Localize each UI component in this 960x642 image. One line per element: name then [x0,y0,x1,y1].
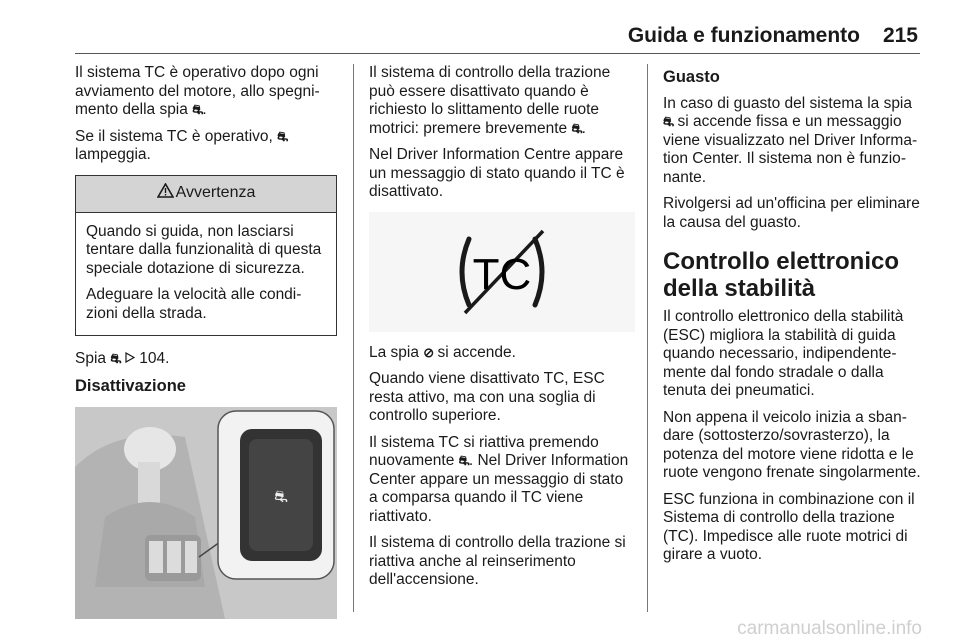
tc-icon: ⛐ [277,128,288,144]
paragraph: ESC funziona in combinazione con il Sistema di controllo della trazione (TC). Impedisce alle ruote motrici di girare a vuoto. [663,490,915,563]
warning-body [76,213,336,336]
paragraph-text: Se il sistema TC è operativo, [75,127,273,145]
running-header-title: Guida e funzionamento [627,24,860,47]
tc-off-illustration [369,212,635,332]
column-2 [369,64,635,598]
tc-icon: ⛐ [663,114,674,129]
center-console-illustration [75,407,337,619]
column-divider-1 [353,64,354,612]
paragraph-text: si accende fissa e un messaggio viene visualizzato nel Driver Information Center. Il sistema non è funzionante. [663,113,918,186]
punctuation: . [202,101,207,118]
paragraph [369,64,635,138]
warning-title: Avvertenza [175,184,256,202]
paragraph-text: Il sistema TC si riattiva premendo nuovamente [369,433,599,469]
center-console-photo [75,407,337,619]
cross-reference-label: Spia [75,350,107,367]
header-rule [75,53,920,54]
paragraph: Nel Driver Information Centre appare un messaggio di stato quando il TC è disattivato. [369,146,625,200]
paragraph [369,434,635,527]
tc-off-icon [447,227,557,317]
tc-icon: ⛐ [110,351,121,366]
cross-reference-page: 104. [139,350,170,367]
paragraph-text: Il sistema TC è operativo dopo ogni avviamento del motore, allo spegnimento della spia [75,64,320,118]
tc-icon: ⛐ [458,453,469,468]
watermark: carmanualsonline.info [737,618,922,639]
paragraph-text: La spia [369,343,419,361]
tc-off-icon: ⊘ [423,344,434,360]
warning-text: Quando si guida, non lasciarsi tentare dalla funzionalità di questa speciale dotazione di sicurezza. [86,222,322,277]
tc-label: TC [472,249,532,299]
tc-icon: ⛐ [192,102,203,117]
paragraph: Rivolgersi ad un'officina per eliminare la causa del guasto. [663,195,920,231]
paragraph: Il sistema di controllo della trazione si riattiva anche al reinserimento dell'accensione. [369,534,626,588]
warning-header [76,176,336,213]
paragraph [369,344,635,363]
paragraph-text: si accende. [437,343,516,361]
paragraph-text: In caso di guasto del sistema la spia [663,94,912,112]
page-number: 215 [882,24,918,47]
paragraph-text: . Nel Driver Information Center appare un messaggio di stato a comparsa quando il TC viene riattivato. [369,452,629,525]
warning-text: Adeguare la velocità alle condizioni della strada. [86,286,302,322]
paragraph [75,128,337,165]
warning-box [75,175,337,337]
warning-icon [157,183,174,204]
paragraph [663,95,925,188]
paragraph: Non appena il veicolo inizia a sbandare (sottosterzo/sovrasterzo), la potenza del motore viene ridotta e le ruote vengono frenate singolarmente. [663,408,921,481]
section-heading: Controllo elettronico della stabilità [663,248,899,302]
arrow-reference-icon [125,350,139,367]
section-subheading: Guasto [663,68,720,86]
cross-reference [75,350,337,369]
column-divider-2 [647,64,648,612]
punctuation: . [581,119,586,137]
paragraph: Il controllo elettronico della stabilità (ESC) migliora la stabilità di guida quando necessario, indipendentemente dal fondo stradale o dalla tenuta dei pneumatici. [663,308,904,399]
column-3 [663,64,925,573]
svg-text:⛐: ⛐ [274,487,288,506]
tc-icon: ⛐ [571,120,582,136]
paragraph-text: lampeggia. [75,146,151,163]
column-1 [75,64,337,619]
section-subheading: Disattivazione [75,376,186,395]
paragraph: Quando viene disattivato TC, ESC resta attivo, ma con una soglia di controllo superiore. [369,370,605,424]
paragraph-text: Il sistema di controllo della trazione può essere disattivato quando è richiesto lo slittamento delle ruote motrici: premere brevemente [369,64,611,137]
paragraph [75,64,337,120]
